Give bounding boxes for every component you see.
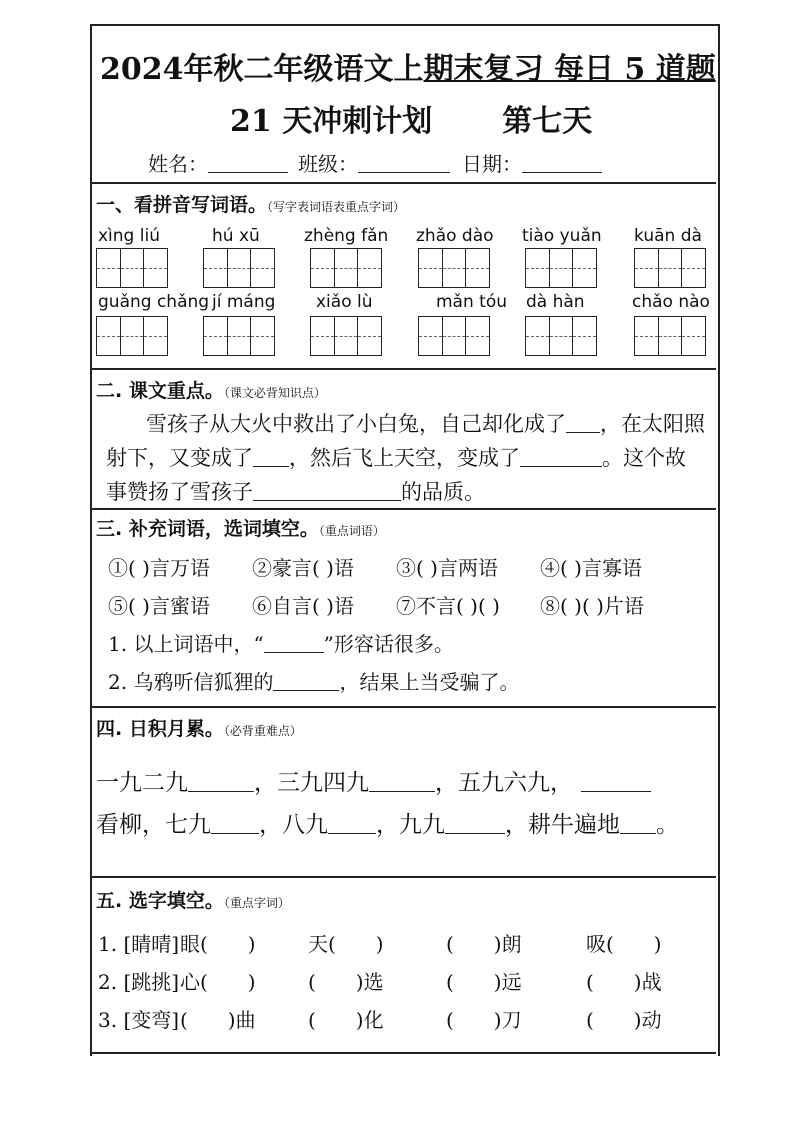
rhyme-text: ，耕牛遍地 bbox=[505, 812, 620, 838]
rhyme-line bbox=[96, 806, 679, 839]
name-blank[interactable] bbox=[208, 154, 288, 173]
rhyme-text: 。 bbox=[656, 812, 679, 838]
character-grid[interactable] bbox=[203, 248, 275, 288]
choice-item[interactable]: 吸( ) bbox=[586, 932, 662, 956]
pinyin-label: mǎn tóu bbox=[436, 292, 507, 312]
subtitle-day: 第七天 bbox=[502, 104, 593, 139]
choice-item[interactable]: 天( ) bbox=[308, 932, 384, 956]
section2-note: （课文必背知识点） bbox=[223, 386, 326, 400]
choice-item[interactable]: ( )刀 bbox=[446, 1008, 522, 1032]
idiom-item[interactable]: ①( )言万语 bbox=[108, 556, 210, 580]
character-grid[interactable] bbox=[634, 316, 706, 356]
passage-text: 射下，又变成了 bbox=[106, 446, 253, 470]
pinyin-label: guǎng chǎng bbox=[98, 292, 210, 312]
title-part-b: 期末复习 每日 5 道题 bbox=[423, 52, 716, 87]
character-grid[interactable] bbox=[418, 248, 490, 288]
idiom-item[interactable]: ⑧( )( )片语 bbox=[540, 594, 644, 618]
rhyme-text: ，三九四九 bbox=[254, 770, 369, 796]
section3-title: 三. 补充词语，选词填空。 bbox=[96, 518, 319, 540]
name-field[interactable] bbox=[148, 148, 288, 177]
answer-blank[interactable] bbox=[273, 690, 339, 691]
choice-label: 2. [跳挑] bbox=[98, 970, 180, 994]
rhyme-text: ，九九 bbox=[376, 812, 445, 838]
section2-title: 二. 课文重点。 bbox=[96, 380, 224, 402]
answer-blank[interactable] bbox=[253, 500, 401, 501]
answer-blank[interactable] bbox=[581, 791, 651, 792]
question-text: ，结果上当受骗了。 bbox=[339, 670, 520, 694]
pinyin-label: tiào yuǎn bbox=[522, 226, 602, 246]
answer-blank[interactable] bbox=[264, 652, 324, 653]
section1-title: 一、看拼音写词语。 bbox=[96, 194, 268, 216]
section4-title: 四. 日积月累。 bbox=[96, 718, 224, 740]
section3-heading bbox=[96, 514, 385, 541]
pinyin-label: hú xū bbox=[212, 226, 260, 246]
section5-title: 五. 选字填空。 bbox=[96, 890, 224, 912]
passage-text: 事赞扬了雪孩子 bbox=[106, 480, 253, 504]
answer-blank[interactable] bbox=[520, 466, 602, 467]
section4-note: （必背重难点） bbox=[223, 724, 302, 738]
divider bbox=[90, 876, 716, 878]
section4-heading bbox=[96, 714, 302, 741]
pinyin-label: dà hàn bbox=[526, 292, 585, 312]
pinyin-label: kuān dà bbox=[634, 226, 702, 246]
passage-line bbox=[106, 442, 686, 472]
answer-blank[interactable] bbox=[369, 791, 435, 792]
idiom-item[interactable]: ②豪言( )语 bbox=[252, 556, 354, 580]
choice-item[interactable]: 心( ) bbox=[180, 970, 256, 994]
choice-item[interactable]: ( )朗 bbox=[446, 932, 522, 956]
divider bbox=[90, 508, 716, 510]
date-field[interactable] bbox=[462, 148, 602, 177]
section1-note: （写字表词语表重点字词） bbox=[267, 200, 406, 214]
section3-note: （重点词语） bbox=[318, 524, 385, 538]
rhyme-line bbox=[96, 764, 651, 797]
idiom-item[interactable]: ⑦不言( )( ) bbox=[396, 594, 500, 618]
answer-blank[interactable] bbox=[445, 833, 505, 834]
choice-item[interactable]: ( )化 bbox=[308, 1008, 384, 1032]
passage-text: 。这个故 bbox=[602, 446, 686, 470]
pinyin-label: zhèng fǎn bbox=[304, 226, 389, 246]
question-text: ”形容话很多。 bbox=[323, 632, 454, 656]
choice-item[interactable]: 眼( ) bbox=[180, 932, 256, 956]
section1-heading bbox=[96, 190, 405, 217]
character-grid[interactable] bbox=[96, 316, 168, 356]
pinyin-label: jí máng bbox=[212, 292, 276, 312]
rhyme-text: ，五九六九， bbox=[435, 770, 573, 796]
passage-text: 的品质。 bbox=[401, 480, 485, 504]
name-label: 姓名： bbox=[148, 152, 208, 176]
class-label: 班级： bbox=[298, 152, 358, 176]
answer-blank[interactable] bbox=[211, 833, 259, 834]
date-blank[interactable] bbox=[522, 154, 602, 173]
character-grid[interactable] bbox=[525, 248, 597, 288]
subtitle-plan: 21 天冲刺计划 bbox=[230, 104, 433, 139]
page-title bbox=[100, 44, 716, 88]
divider bbox=[90, 368, 716, 370]
character-grid[interactable] bbox=[310, 248, 382, 288]
title-part-a: 2024年秋二年级语文上 bbox=[100, 52, 424, 87]
worksheet-bottom-border bbox=[90, 1052, 716, 1054]
choice-label: 1. [睛晴] bbox=[98, 932, 180, 956]
question-text: 2. 乌鸦听信狐狸的 bbox=[108, 670, 274, 694]
idiom-item[interactable]: ⑤( )言蜜语 bbox=[108, 594, 210, 618]
passage-line bbox=[146, 408, 705, 438]
passage-line bbox=[106, 476, 485, 506]
choice-item[interactable]: ( )动 bbox=[586, 1008, 662, 1032]
answer-blank[interactable] bbox=[188, 791, 254, 792]
question-line bbox=[108, 666, 519, 695]
passage-text: ，在太阳照 bbox=[600, 412, 705, 436]
character-grid[interactable] bbox=[203, 316, 275, 356]
passage-text: ，然后飞上天空，变成了 bbox=[289, 446, 520, 470]
question-text: 1. 以上词语中，“ bbox=[108, 632, 264, 656]
pinyin-label: zhǎo dào bbox=[416, 226, 494, 246]
section2-heading bbox=[96, 376, 326, 403]
choice-label: 3. [变弯] bbox=[98, 1008, 180, 1032]
divider bbox=[90, 182, 716, 184]
passage-text: 雪孩子从大火中救出了小白兔，自己却化成了 bbox=[146, 412, 566, 436]
character-grid[interactable] bbox=[418, 316, 490, 356]
character-grid[interactable] bbox=[96, 248, 168, 288]
choice-item[interactable]: ( )曲 bbox=[180, 1008, 256, 1032]
rhyme-text: 看柳，七九 bbox=[96, 812, 211, 838]
question-line bbox=[108, 628, 454, 657]
class-blank[interactable] bbox=[358, 154, 450, 173]
date-label: 日期： bbox=[462, 152, 522, 176]
answer-blank[interactable] bbox=[328, 833, 376, 834]
character-grid[interactable] bbox=[525, 316, 597, 356]
idiom-item[interactable]: ⑥自言( )语 bbox=[252, 594, 354, 618]
character-grid[interactable] bbox=[310, 316, 382, 356]
answer-blank[interactable] bbox=[253, 466, 289, 467]
choice-item[interactable]: ( )选 bbox=[308, 970, 384, 994]
pinyin-label: xìng liú bbox=[98, 226, 160, 246]
character-grid[interactable] bbox=[634, 248, 706, 288]
rhyme-text: 一九二九 bbox=[96, 770, 188, 796]
idiom-item[interactable]: ④( )言寡语 bbox=[540, 556, 642, 580]
choice-item[interactable]: ( )战 bbox=[586, 970, 662, 994]
page-subtitle bbox=[230, 96, 592, 140]
section5-heading bbox=[96, 886, 290, 913]
choice-item[interactable]: ( )远 bbox=[446, 970, 522, 994]
answer-blank[interactable] bbox=[620, 833, 656, 834]
idiom-item[interactable]: ③( )言两语 bbox=[396, 556, 498, 580]
class-field[interactable] bbox=[298, 148, 450, 177]
pinyin-label: xiǎo lù bbox=[316, 292, 373, 312]
section5-note: （重点字词） bbox=[223, 896, 290, 910]
divider bbox=[90, 706, 716, 708]
answer-blank[interactable] bbox=[566, 432, 600, 433]
rhyme-text: ，八九 bbox=[259, 812, 328, 838]
pinyin-label: chǎo nào bbox=[632, 292, 710, 312]
